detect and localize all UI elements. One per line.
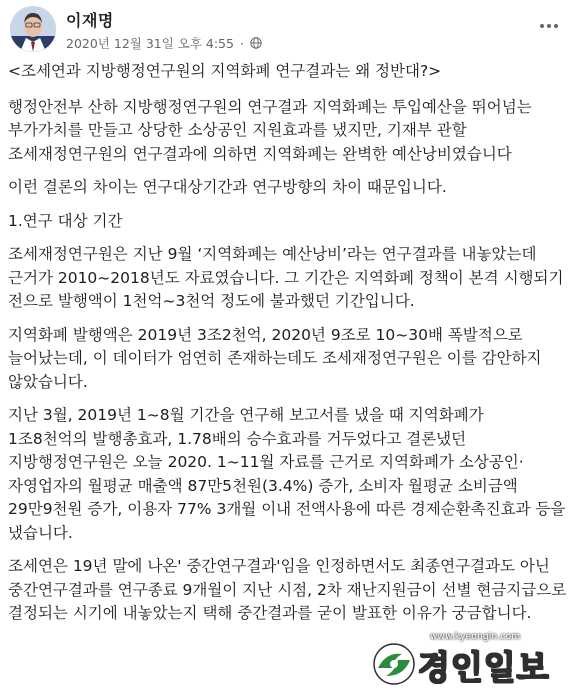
post-paragraph: 지역화폐 발행액은 2019년 3조2천억, 2020년 9조로 10~30배 폭발적으로 늘어났는데, 이 데이터가 엄연히 존재하는데도 조세재정연구원은 이를 감안하지 않았습니다.	[8, 325, 542, 391]
author-name[interactable]: 이재명	[66, 11, 114, 30]
more-options-icon[interactable]	[534, 14, 564, 38]
post-paragraph: 행정안전부 산하 지방행정연구원의 연구결과 지역화폐는 투입예산을 뛰어넘는 부가가치를 만들고 상당한 소상공인 지원효과를 냈지만, 기재부 관할 조세재정연구원의 연구결과에 의하면 지역화폐는 완벽한 예산낭비였습니다	[8, 97, 532, 163]
watermark-url: www.kyeongin.com	[430, 632, 521, 642]
watermark-name: 경인일보	[418, 648, 550, 687]
post-title: <조세연과 지방행정연구원의 지역화폐 연구결과는 왜 정반대?>	[8, 62, 442, 80]
post-paragraph: 이런 결론의 차이는 연구대상기간과 연구방향의 차이 때문입니다.	[8, 178, 447, 196]
avatar[interactable]	[10, 6, 56, 52]
kyeongin-logo-icon	[372, 642, 416, 686]
newspaper-watermark	[372, 632, 572, 692]
post-meta	[66, 34, 262, 52]
post-date[interactable]: 2020년 12월 31일 오후 4:55	[66, 36, 234, 51]
section-heading: 1.연구 대상 기간	[8, 211, 123, 230]
post-header	[8, 4, 566, 54]
post-paragraph: 지난 3월, 2019년 1~8월 기간을 연구해 보고서를 냈을 때 지역화폐가 1조8천억의 발행총효과, 1.78배의 승수효과를 거두었다고 결론냈던 지방행정연구원은 오늘 2020. 1~11월 자료를 근거로 지역화폐가 소상공인·자영업자의 월평균 매출액 87만5천원(3.4%) 증가, 소비자 월평균 소비금액 29만9천원 증가, 이용자 77% 3개월 이내 전액사용에 따른 경제순환촉진효과 등을 냈습니다.	[8, 406, 566, 542]
post-paragraph: 조세재정연구원은 지난 9월 ‘지역화폐는 예산낭비’라는 연구결과를 내놓았는데 근거가 2010~2018년도 자료였습니다. 그 기간은 지역화폐 정책이 본격 시행되기 전으로 발행액이 1천억~3천억 정도에 불과했던 기간입니다.	[8, 245, 564, 310]
meta-separator: ·	[239, 35, 244, 51]
post-paragraph: 조세연은 19년 말에 나온' 중간연구결과'임을 인정하면서도 최종연구결과도 아닌 중간연구결과를 연구종료 9개월이 지난 시점, 2차 재난지원금이 선별 현금지급으로 결정되는 시기에 내놓았는지 택해 중간결과를 굳이 발표한 이유가 궁금합니다.	[8, 557, 567, 622]
globe-icon[interactable]	[250, 37, 262, 49]
post-content	[8, 60, 568, 636]
avatar-image	[10, 6, 56, 52]
